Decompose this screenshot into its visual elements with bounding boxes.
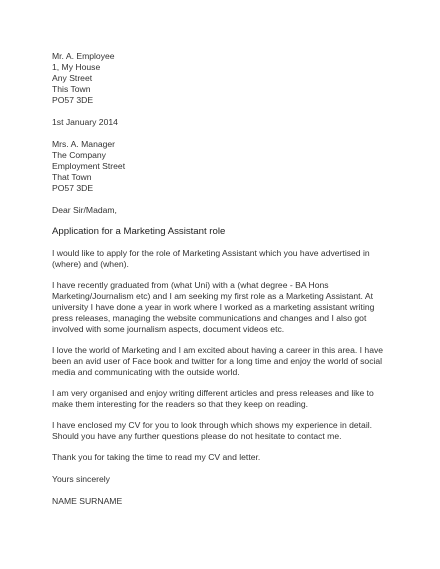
closing: Yours sincerely [52,474,110,484]
paragraph-line: Marketing/Journalism etc) and I am seeking my first role as a Marketing Assistant. At [52,291,373,301]
paragraph-line: Thank you for taking the time to read my CV and letter. [52,452,261,462]
paragraph-line: Should you have any further questions please do not hesitate to contact me. [52,431,342,441]
body-paragraph [52,248,400,270]
paragraph-line: been an avid user of Face book and twitter for a long time and enjoy the world of social [52,356,383,366]
recipient-line: Mrs. A. Manager [52,139,116,149]
recipient-line: That Town [52,172,92,182]
sender-line: 1, My House [52,62,101,72]
sender-line: Mr. A. Employee [52,51,115,61]
paragraph-line: university I have done a year in work where I worked as a marketing assistant writing [52,302,375,312]
paragraph-line: press releases, managing the website communications and changes and I also got [52,313,367,323]
paragraph-line: (where) and (when). [52,259,129,269]
body-paragraph [52,388,400,410]
paragraph-line: I am very organised and enjoy writing different articles and press releases and like to [52,388,374,398]
body-paragraph [52,280,400,335]
paragraph-line: media and communicating with the outside world. [52,367,240,377]
subject-heading: Application for a Marketing Assistant role [52,226,226,237]
sender-address [52,51,400,106]
paragraph-line: I have recently graduated from (what Uni) with a (what degree - BA Hons [52,280,329,290]
paragraph-line: I would like to apply for the role of Marketing Assistant which you have advertised in [52,248,370,258]
recipient-line: Employment Street [52,161,126,171]
body-paragraph [52,452,400,463]
letter-date: 1st January 2014 [52,117,118,127]
paragraph-line: make them interesting for the readers so that they keep on reading. [52,399,309,409]
salutation: Dear Sir/Madam, [52,205,117,215]
paragraph-line: I have enclosed my CV for you to look through which shows my experience in detail. [52,420,373,430]
body-paragraph [52,345,400,378]
sender-line: This Town [52,84,91,94]
recipient-line: PO57 3DE [52,183,94,193]
signature-name: NAME SURNAME [52,496,123,506]
recipient-line: The Company [52,150,106,160]
paragraph-line: involved with some journalism aspects, document videos etc. [52,324,285,334]
sender-line: Any Street [52,73,93,83]
recipient-address [52,139,400,194]
sender-line: PO57 3DE [52,95,94,105]
paragraph-line: I love the world of Marketing and I am excited about having a career in this area. I have [52,345,384,355]
body-paragraph [52,420,400,442]
